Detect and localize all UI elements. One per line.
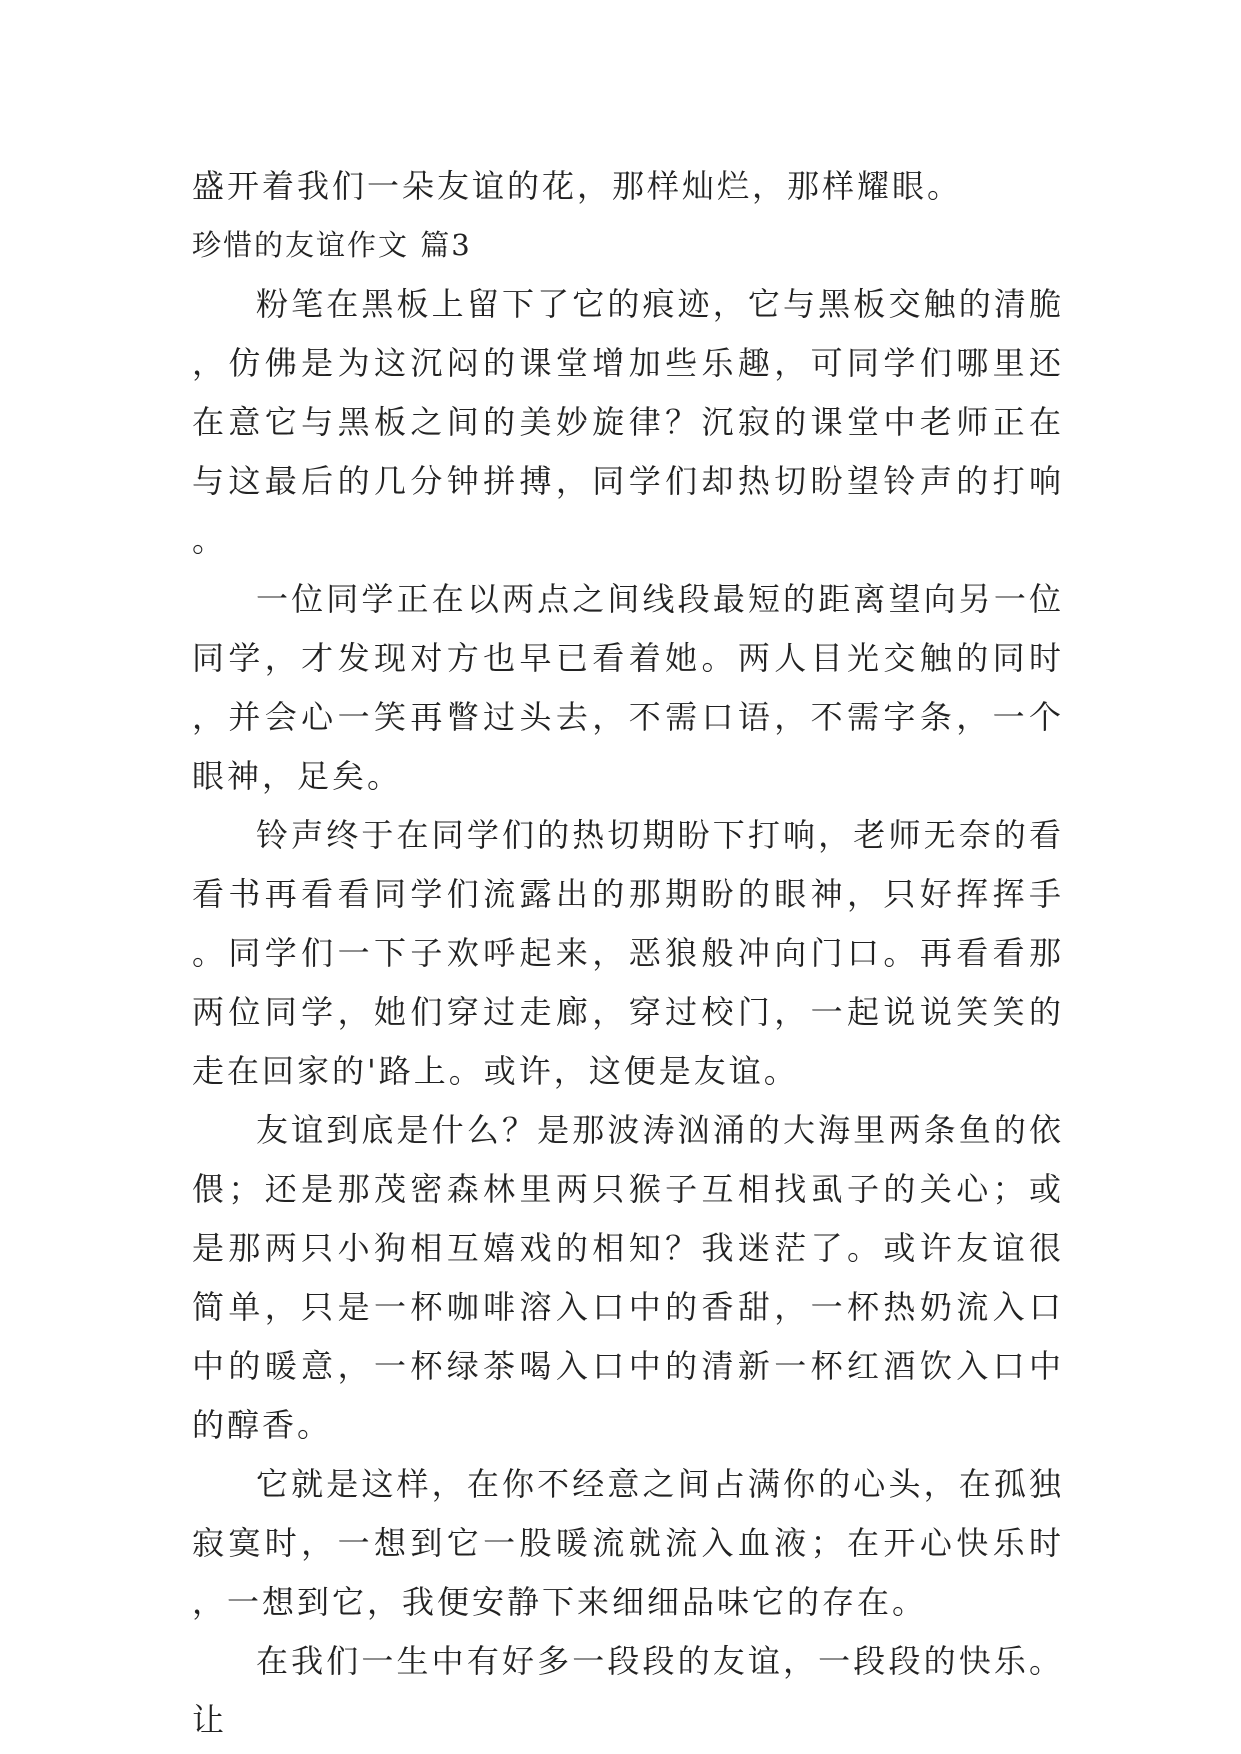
opening-line: 盛开着我们一朵友谊的花，那样灿烂，那样耀眼。	[192, 167, 963, 205]
paragraph-6: 在我们一生中有好多一段段的友谊，一段段的快乐。让	[192, 1642, 1064, 1739]
section-title: 珍惜的友谊作文 篇3	[192, 228, 472, 262]
paragraph-5: 它就是这样，在你不经意之间占满你的心头，在孤独寂寞时，一想到它一股暖流就流入血液；在开心快乐时，一想到它，我便安静下来细细品味它的存在。	[192, 1465, 1064, 1621]
paragraph-2: 一位同学正在以两点之间线段最短的距离望向另一位同学，才发现对方也早已看着她。两人目光交触的同时，并会心一笑再瞥过头去，不需口语，不需字条，一个眼神，足矣。	[192, 580, 1064, 795]
paragraph-3: 铃声终于在同学们的热切期盼下打响，老师无奈的看看书再看看同学们流露出的那期盼的眼神，只好挥挥手。同学们一下子欢呼起来，恶狼般冲向门口。再看看那两位同学，她们穿过走廊，穿过校门，一起说说笑笑的走在回家的'路上。或许，这便是友谊。	[192, 816, 1064, 1090]
paragraph-4: 友谊到底是什么？是那波涛汹涌的大海里两条鱼的依偎；还是那茂密森林里两只猴子互相找虱子的关心；或是那两只小狗相互嬉戏的相知？我迷茫了。或许友谊很简单，只是一杯咖啡溶入口中的香甜，一杯热奶流入口中的暖意，一杯绿茶喝入口中的清新一杯红酒饮入口中的醇香。	[192, 1111, 1064, 1444]
paragraph-1: 粉笔在黑板上留下了它的痕迹，它与黑板交触的清脆，仿佛是为这沉闷的课堂增加些乐趣，可同学们哪里还在意它与黑板之间的美妙旋律？沉寂的课堂中老师正在与这最后的几分钟拼搏，同学们却热切盼望铃声的打响。	[192, 285, 1064, 559]
document-body	[192, 157, 1064, 1750]
